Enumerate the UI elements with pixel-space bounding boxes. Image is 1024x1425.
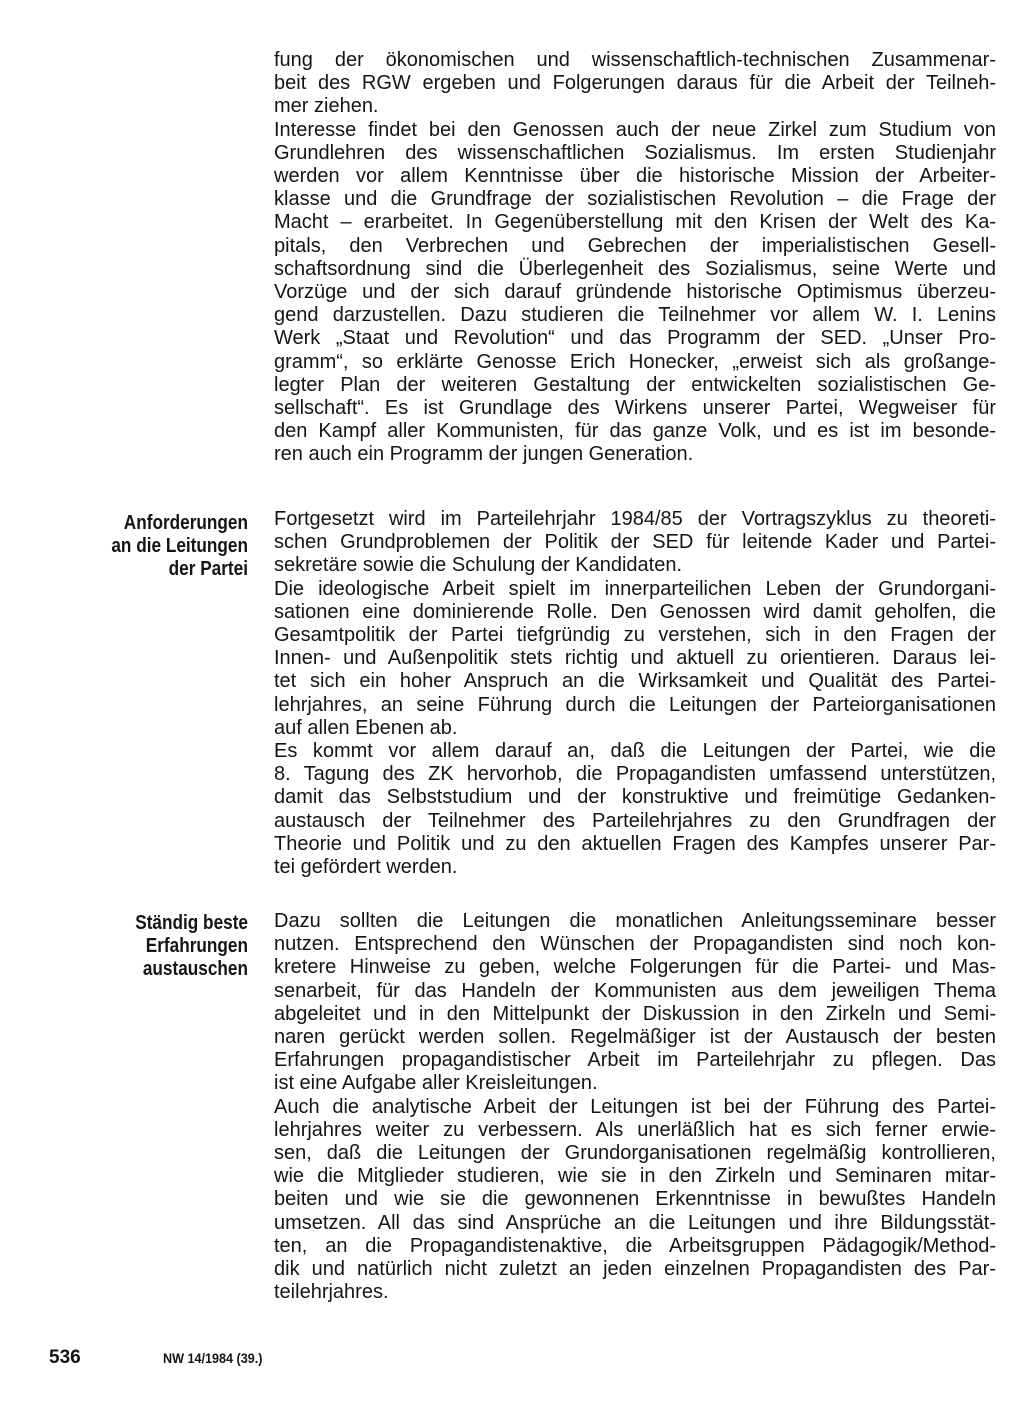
text-line: Interesse findet bei den Genossen auch der neue Zirkel zum Studium von — [274, 118, 996, 141]
side-heading-requirements — [52, 512, 248, 582]
text-line: Die ideologische Arbeit spielt im innerparteilichen Leben der Grundorgani- — [274, 577, 996, 600]
text-line: wie die Mitglieder studieren, wie sie in den Zirkeln und Seminaren mitar- — [274, 1165, 996, 1188]
text-line: ren auch ein Programm der jungen Generation. — [274, 443, 694, 466]
text-line: senarbeit, für das Handeln der Kommunisten aus dem jeweiligen Thema — [274, 979, 996, 1002]
side-heading-line: Erfahrungen — [145, 935, 248, 958]
text-line: lehrjahres weiter zu verbessern. Als unerläßlich hat es sich ferner erwie- — [274, 1118, 996, 1141]
text-line: abgeleitet und in den Mittelpunkt der Diskussion in den Zirkeln und Semi- — [274, 1002, 996, 1025]
text-line: schen Grundproblemen der Politik der SED für leitende Kader und Partei- — [274, 531, 996, 554]
text-line: mer ziehen. — [274, 95, 379, 118]
text-line: Werk „Staat und Revolution“ und das Programm der SED. „Unser Pro- — [274, 327, 996, 350]
text-line: naren gerückt werden sollen. Regelmäßiger ist der Austausch der besten — [274, 1026, 996, 1049]
side-heading-experiences — [52, 912, 248, 982]
text-line: dik und natürlich nicht zuletzt an jeden einzelnen Propagandisten des Par- — [274, 1258, 996, 1281]
text-line: werden vor allem Kenntnisse über die historische Mission der Arbeiter- — [274, 165, 996, 188]
text-line: Innen- und Außenpolitik stets richtig und aktuell zu orientieren. Daraus lei- — [274, 647, 996, 670]
body-block-intro — [274, 49, 996, 467]
text-line: legter Plan der weiteren Gestaltung der entwickelten sozialistischen Ge- — [274, 373, 996, 396]
text-line: beit des RGW ergeben und Folgerungen daraus für die Arbeit der Teilneh- — [274, 72, 996, 95]
text-line: teilehrjahres. — [274, 1281, 389, 1304]
text-line: kretere Hinweise zu geben, welche Folgerungen für die Partei- und Mas- — [274, 956, 996, 979]
text-line: den Kampf aller Kommunisten, für das ganze Volk, und es ist im besonde- — [274, 420, 996, 443]
body-block-experiences — [274, 910, 996, 1304]
text-line: sellschaft“. Es ist Grundlage des Wirkens unserer Partei, Wegweiser für — [274, 397, 996, 420]
text-line: pitals, den Verbrechen und Gebrechen der imperialistischen Gesell- — [274, 234, 996, 257]
side-heading-line: der Partei — [168, 558, 248, 581]
text-line: tet sich ein hoher Anspruch an die Wirksamkeit und Qualität des Partei- — [274, 670, 996, 693]
text-line: damit das Selbststudium und der konstruktive und freimütige Gedanken- — [274, 786, 996, 809]
body-block-requirements — [274, 508, 996, 879]
text-line: Es kommt vor allem darauf an, daß die Leitungen der Partei, wie die — [274, 740, 996, 763]
text-line: ist eine Aufgabe aller Kreisleitungen. — [274, 1072, 598, 1095]
text-line: Erfahrungen propagandistischer Arbeit im Parteilehrjahr zu pflegen. Das — [274, 1049, 996, 1072]
text-line: Vorzüge und der sich darauf gründende historische Optimismus überzeu- — [274, 281, 996, 304]
text-line: lehrjahres, an seine Führung durch die Leitungen der Parteiorganisationen — [274, 693, 996, 716]
text-line: ten, an die Propagandistenaktive, die Arbeitsgruppen Pädagogik/Method- — [274, 1234, 996, 1257]
text-line: Gesamtpolitik der Partei tiefgründig zu verstehen, sich in den Fragen der — [274, 624, 996, 647]
text-line: fung der ökonomischen und wissenschaftlich-technischen Zusammenar- — [274, 49, 996, 71]
text-line: gramm“, so erklärte Genosse Erich Honecker, „erweist sich als großange- — [274, 350, 996, 373]
text-line: klasse und die Grundfrage der sozialistischen Revolution – die Frage der — [274, 188, 996, 211]
text-line: gend darzustellen. Dazu studieren die Teilnehmer vor allem W. I. Lenins — [274, 304, 996, 327]
text-line: beiten und wie sie die gewonnenen Erkenntnisse in bewußtes Handeln — [274, 1188, 996, 1211]
side-heading-line: Anforderungen — [123, 512, 248, 534]
issue-reference: NW 14/1984 (39.) — [163, 1350, 263, 1366]
text-line: nutzen. Entsprechend den Wünschen der Propagandisten sind noch kon- — [274, 933, 996, 956]
side-heading-line: Ständig beste — [135, 912, 248, 934]
text-line: sekretäre sowie die Schulung der Kandidaten. — [274, 554, 683, 577]
text-line: Theorie und Politik und zu den aktuellen Fragen des Kampfes unserer Par- — [274, 832, 996, 855]
text-line: sen, daß die Leitungen der Grundorganisationen regelmäßig kontrollieren, — [274, 1142, 996, 1165]
text-line: umsetzen. All das sind Ansprüche an die Leitungen und ihre Bildungsstät- — [274, 1211, 996, 1234]
side-heading-line: austauschen — [142, 958, 248, 981]
text-line: auf allen Ebenen ab. — [274, 716, 458, 739]
page-number: 536 — [49, 1347, 81, 1368]
text-line: austausch der Teilnehmer des Parteilehrjahres zu den Grundfragen der — [274, 809, 996, 832]
text-line: Grundlehren des wissenschaftlichen Sozialismus. Im ersten Studienjahr — [274, 141, 996, 164]
text-line: tei gefördert werden. — [274, 856, 458, 879]
text-line: Macht – erarbeitet. In Gegenüberstellung mit den Krisen der Welt des Ka- — [274, 211, 996, 234]
text-line: sationen eine dominierende Rolle. Den Genossen wird damit geholfen, die — [274, 600, 996, 623]
text-line: Dazu sollten die Leitungen die monatlichen Anleitungsseminare besser — [274, 910, 996, 932]
text-line: 8. Tagung des ZK hervorhob, die Propagandisten umfassend unterstützen, — [274, 763, 996, 786]
text-line: Auch die analytische Arbeit der Leitungen ist bei der Führung des Partei- — [274, 1095, 996, 1118]
text-line: Fortgesetzt wird im Parteilehrjahr 1984/85 der Vortragszyklus zu theoreti- — [274, 508, 996, 530]
text-line: schaftsordnung sind die Überlegenheit des Sozialismus, seine Werte und — [274, 257, 996, 280]
side-heading-line: an die Leitungen — [111, 535, 248, 558]
